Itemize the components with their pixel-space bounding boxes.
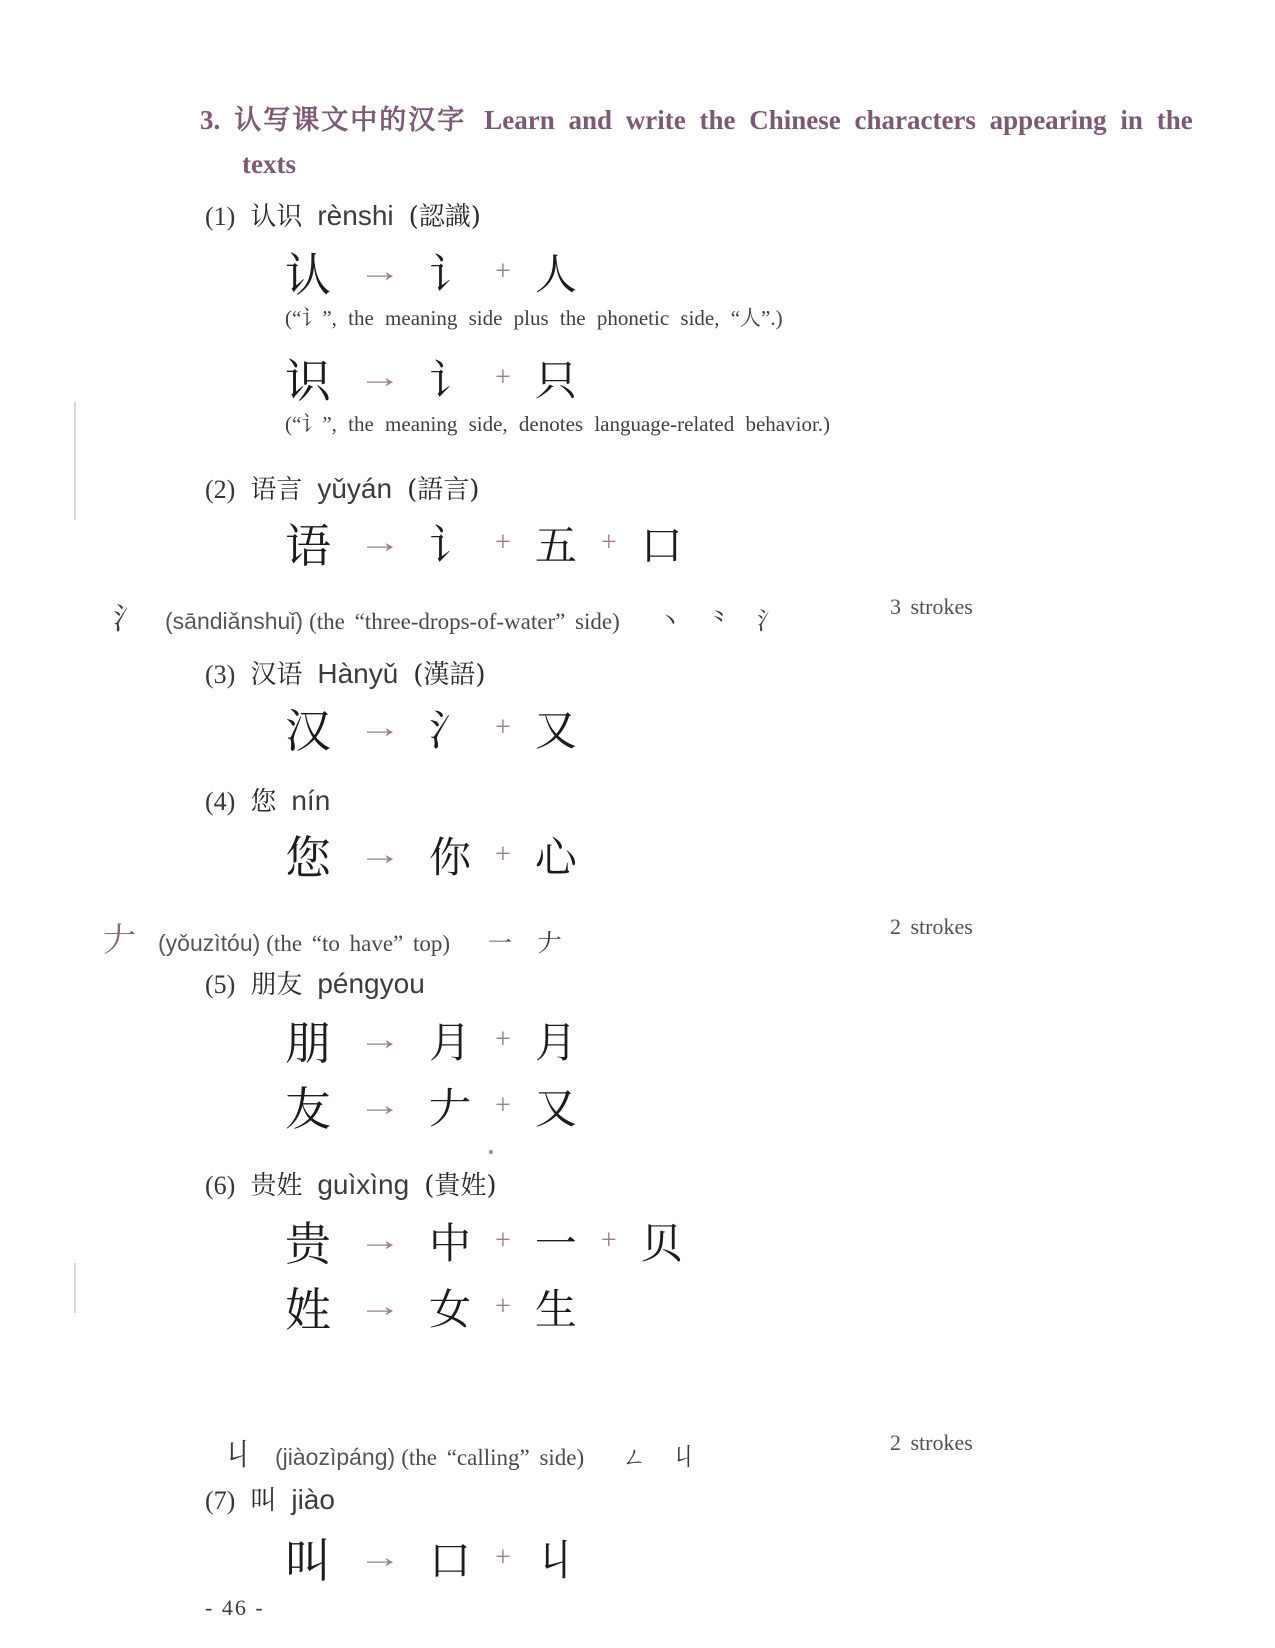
plus-icon: + (495, 1090, 511, 1121)
radical-pinyin: (sāndiǎnshuǐ) (165, 608, 304, 634)
page-number: - 46 - (205, 1595, 265, 1620)
heading-line-2: texts (242, 149, 296, 179)
item-traditional: (認識) (408, 202, 481, 232)
formula-char: 姓 (285, 1283, 331, 1337)
item-traditional: (漢語) (413, 660, 486, 690)
radical-description: (the “three-drops-of-water” side) (309, 609, 620, 634)
radical-stroke-demo: 一 𠂇 (488, 929, 562, 957)
item-pinyin: Hànyǔ (317, 658, 399, 689)
formula-part: 丩 (534, 1536, 577, 1585)
scan-artifact (74, 402, 76, 520)
item-pinyin: yǔyán (317, 473, 393, 504)
radical-stroke-count: 3 strokes (890, 594, 973, 619)
arrow-icon: → (358, 1224, 402, 1257)
formula-row-nin (285, 824, 1275, 886)
radical-stroke-count: 2 strokes (890, 914, 973, 939)
plus-icon: + (495, 839, 511, 870)
formula-part: 又 (534, 1084, 577, 1133)
heading-title-english: Learn and write the Chinese characters appearing in the (484, 105, 1193, 135)
formula-char: 您 (285, 831, 331, 885)
arrow-icon: → (358, 1290, 402, 1323)
item-word: 认识 (250, 202, 303, 232)
arrow-icon: → (358, 1541, 402, 1574)
arrow-icon: → (358, 526, 402, 559)
radical-stroke-count: 2 strokes (890, 1430, 973, 1455)
formula-note: (“讠”, the meaning side plus the phonetic side, “人”.) (285, 306, 783, 330)
item-label-7 (205, 1480, 1275, 1521)
item-number: (4) (205, 787, 236, 816)
item-word: 贵姓 (250, 1171, 303, 1201)
radical-description: (the “calling” side) (401, 1445, 585, 1470)
radical-row-youzitou (0, 914, 1275, 960)
arrow-icon: → (358, 255, 402, 288)
plus-icon: + (495, 1225, 511, 1256)
formula-char: 语 (285, 519, 331, 573)
radical-glyph: 丩 (223, 1438, 253, 1473)
scan-artifact (489, 1150, 493, 1154)
formula-char: 识 (285, 354, 331, 408)
formula-part: 讠 (429, 250, 472, 299)
formula-part: 月 (534, 1018, 577, 1067)
radical-pinyin: (yǒuzìtóu) (158, 930, 261, 956)
formula-row-yu (285, 512, 1275, 574)
formula-part: 女 (429, 1285, 472, 1334)
formula-part: 𠂇 (429, 1084, 472, 1133)
formula-row-xing (285, 1276, 1275, 1338)
formula-part: 五 (534, 521, 577, 570)
plus-icon: + (495, 362, 511, 393)
item-label-1 (205, 196, 1275, 237)
plus-icon: + (600, 1225, 617, 1256)
plus-icon: + (495, 1291, 511, 1322)
formula-part: 你 (429, 833, 472, 882)
page-heading (200, 98, 1275, 186)
formula-row-han (285, 697, 1275, 759)
formula-note: (“讠”, the meaning side, denotes language-related behavior.) (285, 412, 831, 436)
radical-glyph: 𠂇 (103, 920, 136, 959)
formula-part: 只 (534, 356, 577, 405)
item-pinyin: rènshi (317, 200, 394, 231)
item-word: 语言 (250, 475, 303, 505)
heading-line-1 (200, 98, 1275, 142)
arrow-icon: → (358, 838, 402, 871)
formula-part: 人 (534, 250, 577, 299)
item-traditional: (貴姓) (424, 1171, 497, 1201)
plus-icon: + (495, 712, 511, 743)
formula-char: 认 (285, 248, 331, 302)
item-pinyin: péngyou (317, 968, 425, 999)
formula-part: 氵 (429, 706, 472, 755)
formula-part: 中 (429, 1219, 472, 1268)
item-number: (2) (205, 475, 236, 504)
formula-part: 讠 (429, 356, 472, 405)
formula-char: 友 (285, 1082, 331, 1136)
heading-title-chinese: 认写课文中的汉字 (234, 105, 467, 135)
radical-pinyin: (jiàozìpáng) (275, 1444, 396, 1470)
item-word: 叫 (250, 1486, 277, 1516)
plus-icon: + (495, 256, 511, 287)
item-traditional: (語言) (407, 475, 480, 505)
formula-part: 心 (534, 833, 577, 882)
formula-row-ren (285, 241, 1275, 303)
radical-stroke-demo: ㄥ 丩 (622, 1443, 696, 1471)
radical-row-jiaozipang (0, 1430, 1275, 1476)
item-word: 朋友 (250, 970, 303, 1000)
item-label-4 (205, 781, 1275, 822)
radical-description: (the “to have” top) (266, 931, 451, 956)
item-number: (3) (205, 660, 236, 689)
formula-char: 贵 (285, 1217, 331, 1271)
item-pinyin: jiào (291, 1484, 335, 1515)
formula-char: 叫 (285, 1534, 331, 1588)
arrow-icon: → (358, 1089, 402, 1122)
item-label-2 (205, 469, 1275, 510)
plus-icon: + (495, 1024, 511, 1055)
formula-char: 汉 (285, 704, 331, 758)
plus-icon: + (495, 527, 511, 558)
item-label-3 (205, 654, 1275, 695)
formula-part: 又 (534, 706, 577, 755)
arrow-icon: → (358, 361, 402, 394)
radical-stroke-demo: 丶 ⺀ 氵 (657, 607, 782, 635)
formula-part: 一 (534, 1219, 577, 1268)
item-number: (5) (205, 970, 236, 999)
arrow-icon: → (358, 1023, 402, 1056)
item-pinyin: guìxìng (317, 1169, 410, 1200)
formula-part: 生 (534, 1285, 577, 1334)
formula-row-jiao (285, 1527, 1275, 1589)
arrow-icon: → (358, 711, 402, 744)
heading-number: 3. (200, 105, 221, 135)
scan-artifact (74, 1263, 76, 1313)
formula-part: 贝 (640, 1219, 683, 1268)
formula-part: 月 (429, 1018, 472, 1067)
formula-char: 朋 (285, 1016, 331, 1070)
item-number: (7) (205, 1486, 236, 1515)
item-number: (6) (205, 1171, 236, 1200)
item-number: (1) (205, 202, 236, 231)
item-pinyin: nín (291, 785, 331, 816)
plus-icon: + (600, 527, 617, 558)
formula-part: 口 (429, 1536, 472, 1585)
formula-row-peng (285, 1009, 1275, 1071)
radical-row-sandianshui (0, 594, 1275, 640)
formula-row-you (285, 1075, 1275, 1137)
item-label-6 (205, 1165, 1275, 1206)
formula-part: 讠 (429, 521, 472, 570)
formula-row-gui (285, 1210, 1275, 1272)
item-word: 您 (250, 787, 277, 817)
item-word: 汉语 (250, 660, 303, 690)
formula-row-shi (285, 347, 1275, 409)
radical-glyph: 氵 (113, 602, 143, 637)
item-label-5 (205, 964, 1275, 1005)
plus-icon: + (495, 1542, 511, 1573)
formula-part: 口 (640, 521, 683, 570)
